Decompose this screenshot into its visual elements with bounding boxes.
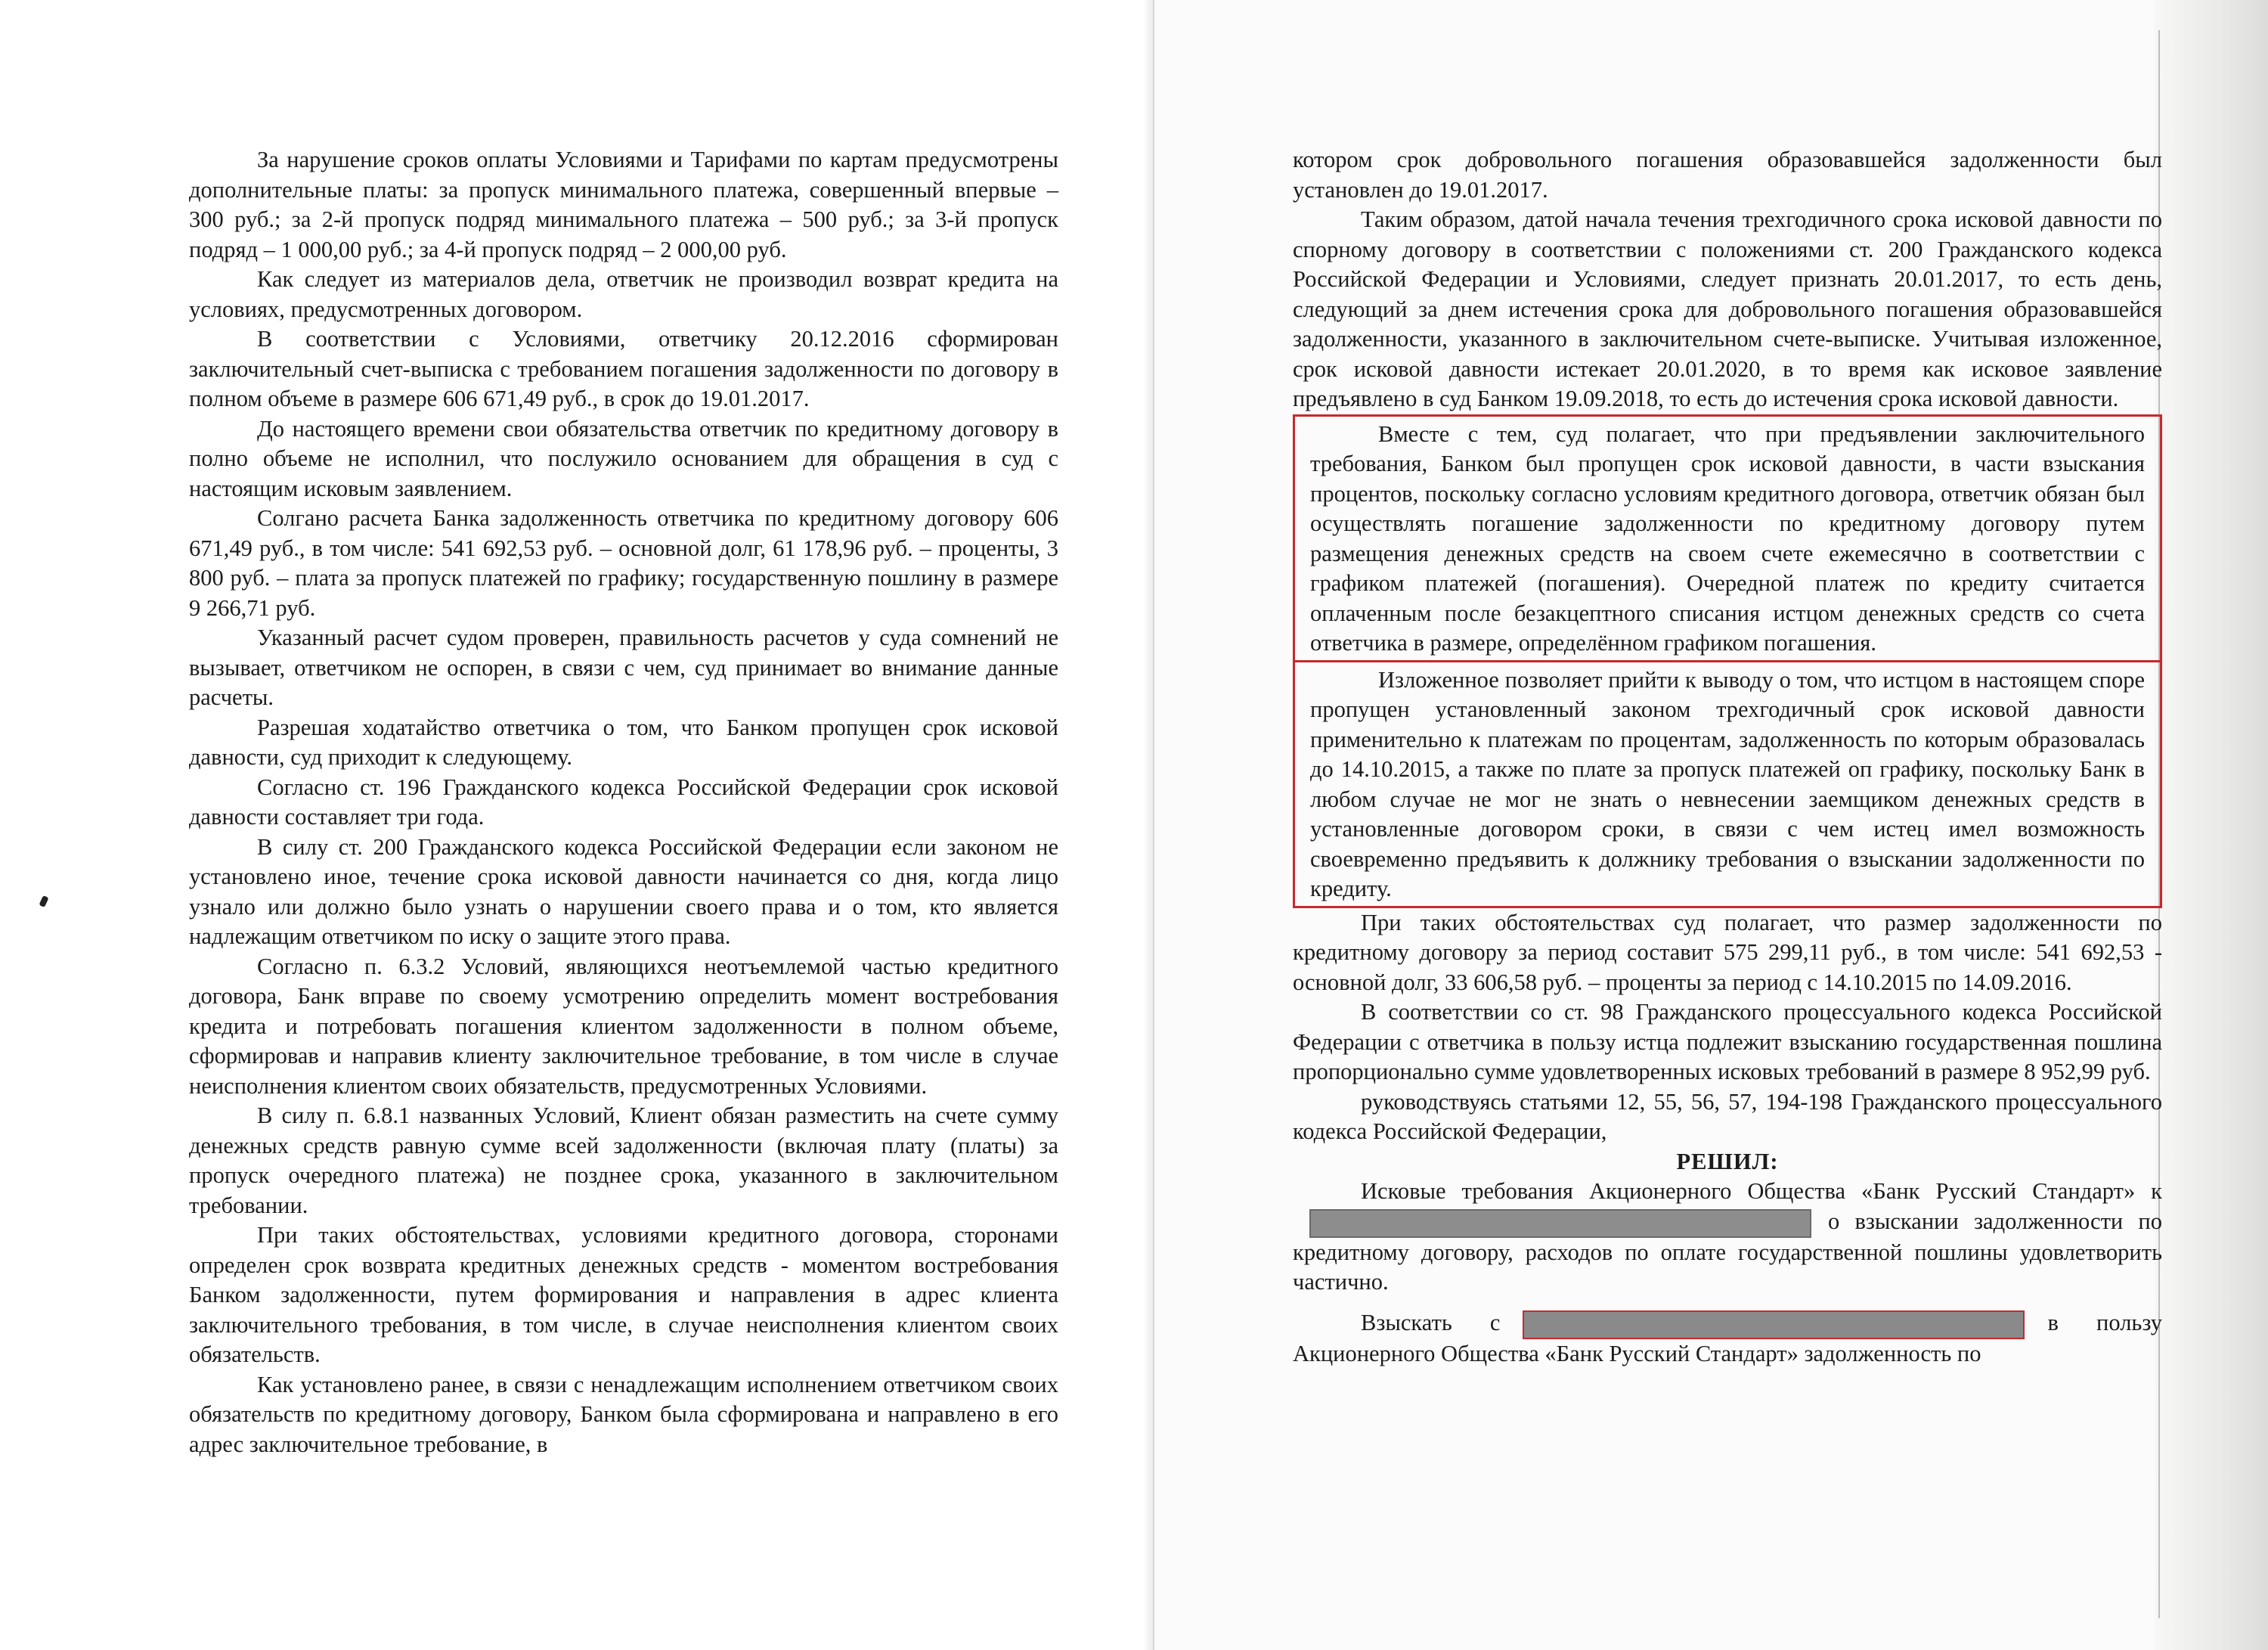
paragraph-bank-calculation: Солгано расчета Банка задолженность ответчика по кредитному договору 606 671,49 руб., в том числе: 541 692,53 руб. – основной долг, 61 178,96 руб. – проценты, 3 800 руб. – плата за пропуск платежей по графику; государственную пошлину в размере 9 266,71 руб. [189,505,1058,621]
paragraph-limitation-motion: Разрешая ходатайство ответчика о том, что Банком пропущен срок исковой давности, суд приходит к следующему. [189,714,1058,770]
paragraph-collect [1293,1308,2162,1369]
paragraph-state-duty: В соответствии со ст. 98 Гражданского процессуального кодекса Российской Федерации с ответчика в пользу истца подлежит взысканию государственная пошлина пропорционально сумме удовлетворенных исковых требований в размере 8 952,99 руб. [1293,999,2162,1084]
paragraph-penalty-fees: За нарушение сроков оплаты Условиями и Тарифами по картам предусмотрены дополнительные платы: за пропуск минимального платежа, совершенный впервые – 300 руб.; за 2-й пропуск подряд минимального платежа – 500 руб.; за 3-й пропуск подряд – 1 000,00 руб.; за 4-й пропуск подряд – 2 000,00 руб. [189,147,1058,262]
paragraph-debt-amount: При таких обстоятельствах суд полагает, что размер задолженности по кредитному договору за период составит 575 299,11 руб., в том числе: 541 692,53 - основной долг, 33 606,58 руб. – проценты за период с 14.10.2015 по 14.09.2016. [1293,909,2162,995]
paragraph-guided-by: руководствуясь статьями 12, 55, 56, 57, 194-198 Гражданского процессуального кодекса Российской Федерации, [1293,1088,2162,1144]
paragraph-claims-granted [1293,1177,2162,1298]
paragraph-article-196: Согласно ст. 196 Гражданского кодекса Российской Федерации срок исковой давности составляет три года. [189,774,1058,830]
paragraph-clause-6-3-2: Согласно п. 6.3.2 Условий, являющихся неотъемлемой частью кредитного договора, Банк вправе по своему усмотрению определить момент востребования кредита и потребовать погашения клиентом задолженности в полном объеме, сформировав и направив клиенту заключительное требование, в том числе в случае неисполнения клиентом своих обязательств, предусмотренных Условиями. [189,953,1058,1099]
paragraph-clause-6-8-1: В силу п. 6.8.1 названных Условий, Клиент обязан разместить на счете сумму денежных средств равную сумме всей задолженности (включая плату (платы) за пропуск очередного платежа) не позднее срока, указанного в заключительном требовании. [189,1103,1058,1218]
paragraph-no-repayment: Как следует из материалов дела, ответчик не производил возврат кредита на условиях, предусмотренных договором. [189,266,1058,322]
paragraph-final-statement: В соответствии с Условиями, ответчику 20.12.2016 сформирован заключительный счет-выписка с требованием погашения задолженности по договору в полном объеме в размере 606 671,49 руб., в срок до 19.01.2017. [189,326,1058,411]
claims-text-after: о взыскании задолженности по кредитному договору, расходов по оплате государственной пошлины удовлетворить частично. [1293,1208,2162,1295]
highlighted-paragraph-interest-missed: Вместе с тем, суд полагает, что при предъявлении заключительного требования, Банком был пропущен срок исковой давности, в части взыскания процентов, поскольку согласно условиям кредитного договора, ответчик обязан был осуществлять погашение задолженности по кредитному договору путем размещения денежных средств на своем счете ежемесячно в соответствии с графиком платежей (погашения). Очередной платеж по кредиту считается оплаченным после безакцептного списания истцом денежных средств со счета ответчика в размере, определённом графиком погашения. [1293,414,2162,662]
paragraph-calculation-verified: Указанный расчет судом проверен, правильность расчетов у суда сомнений не вызывает, ответчиком не оспорен, в связи с чем, суд принимает во внимание данные расчеты. [189,625,1058,710]
ink-mark [39,895,48,907]
redacted-defendant-name-2 [1523,1310,2025,1339]
redacted-defendant-name [1309,1209,1811,1238]
paragraph-not-fulfilled: До настоящего времени свои обязательства ответчик по кредитному договору в полно объеме не исполнил, что послужило основанием для обращения в суд с настоящим исковым заявлением. [189,415,1058,501]
highlighted-paragraph-conclusion: Изложенное позволяет прийти к выводу о том, что истцом в настоящем споре пропущен установленный законом трехгодичный срок исковой давности применительно к платежам по процентам, задолженность по которым образовалась до 14.10.2015, а также по плате за пропуск платежей оп графику, поскольку Банк в любом случае не мог не знать о невнесении заемщиком денежных средств в установленные договором сроки, в связи с чем истец имел возможность своевременно предъявить к должнику требования о взыскании задолженности по кредиту. [1293,660,2162,908]
collect-text-after: в пользу Акционерного Общества «Банк Русский Стандарт» задолженность по [1293,1309,2162,1366]
right-page-text [1293,145,2162,1369]
page-edge [2155,0,2268,1650]
paragraph-demand-sent: Как установлено ранее, в связи с ненадлежащим исполнением ответчиком своих обязательств по кредитному договору, Банком была сформирована и направлено в его адрес заключительное требование, в [189,1371,1058,1457]
paragraph-limitation-start: Таким образом, датой начала течения трехгодичного срока исковой давности по спорному договору в соответствии с положениями ст. 200 Гражданского кодекса Российской Федерации и Условиями, следует признать 20.01.2017, то есть день, следующий за днем истечения срока для добровольного погашения образовавшейся задолженности, указанного в заключительном счете-выписке. Учитывая изложенное, срок исковой давности истекает 20.01.2020, в то время как исковое заявление предъявлено в суд Банком 19.09.2018, то есть до истечения срока исковой давности. [1293,206,2162,411]
claims-text-before: Исковые требования Акционерного Общества «Банк Русский Стандарт» к [1361,1178,2162,1204]
paragraph-article-200: В силу ст. 200 Гражданского кодекса Российской Федерации если законом не установлено иное, течение срока исковой давности начинается со дня, когда лицо узнало или должно было узнать о нарушении своего права и о том, кто является надлежащим ответчиком по иску о защите этого права. [189,833,1058,949]
paragraph-repayment-term: При таких обстоятельствах, условиями кредитного договора, сторонами определен срок возврата кредитных денежных средств - моментом востребования Банком задолженности, путем формирования и направления в адрес клиента заключительного требования, в том числе, в случае неисполнения клиентом своих обязательств. [189,1222,1058,1367]
decision-heading: РЕШИЛ: [1676,1148,1779,1174]
collect-text-before: Взыскать с [1361,1309,1501,1335]
paragraph-continuation: котором срок добровольного погашения образовавшейся задолженности был установлен до 19.01.2017. [1293,147,2162,203]
left-page-text [189,145,1058,1459]
